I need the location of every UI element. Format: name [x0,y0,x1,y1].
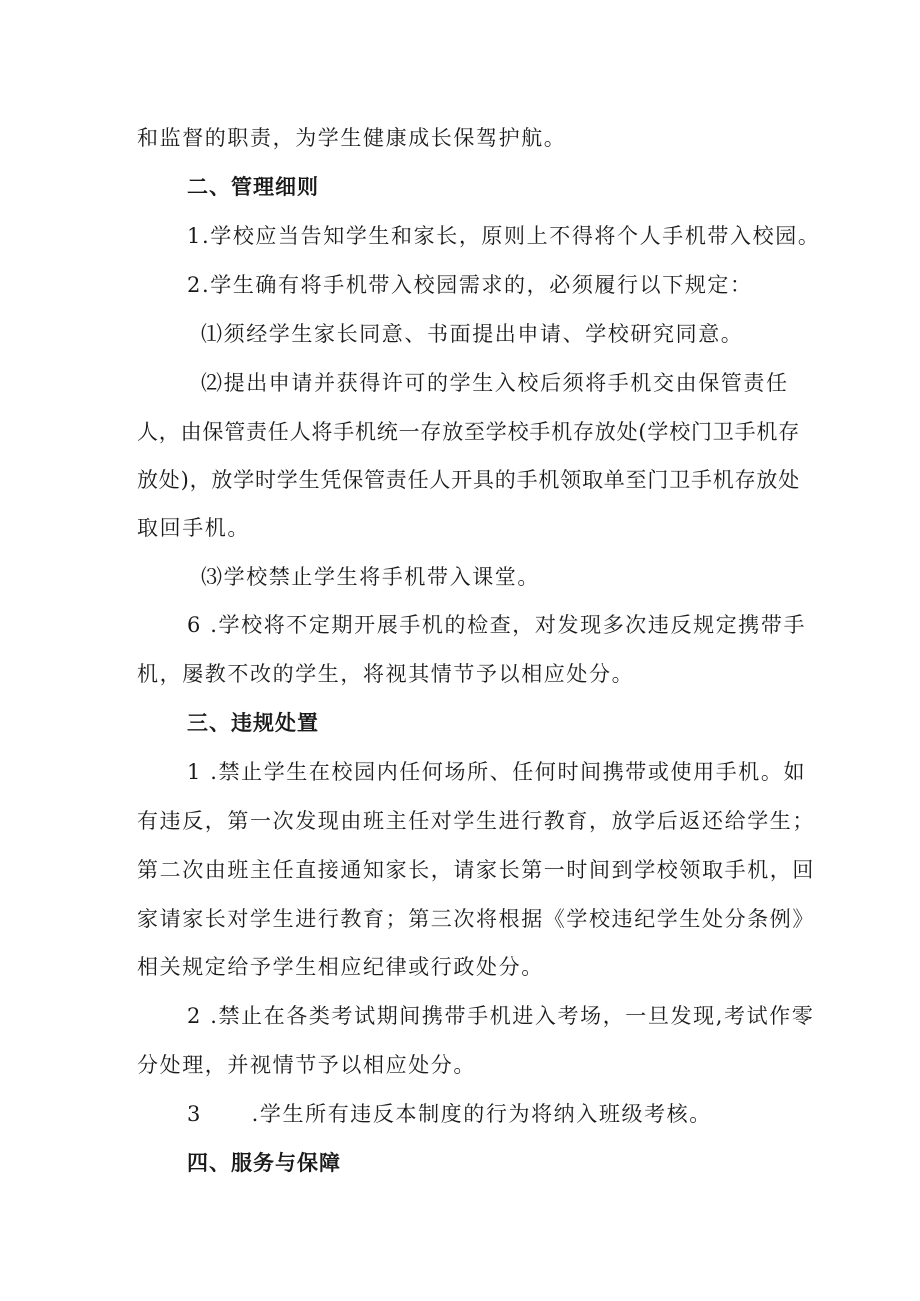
paragraph-line: ⑵提出申请并获得许可的学生入校后须将手机交由保管责任 [201,371,789,395]
paragraph-line: 1 .禁止学生在校园内任何场所、任何时间携带或使用手机。如 [187,760,807,784]
paragraph-line: 2 .禁止在各类考试期间携带手机进入考场，一旦发现,考试作零 [187,1004,815,1028]
paragraph-line: 家请家长对学生进行教育；第三次将根据《学校违纪学生处分条例》 [137,907,815,931]
paragraph-line: ⑶学校禁止学生将手机带入课堂。 [201,565,540,589]
paragraph-line: 机，屡教不改的学生，将视其情节予以相应处分。 [137,662,635,686]
paragraph-line: 1.学校应当告知学生和家长，原则上不得将个人手机带入校园。 [187,224,821,248]
section-heading-service: 四、服务与保障 [187,1151,341,1175]
section-heading-management: 二、管理细则 [187,175,319,199]
paragraph-line: 取回手机。 [137,516,250,540]
paragraph-line: 相关规定给予学生相应纪律或行政处分。 [137,955,544,979]
paragraph-line: 和监督的职责，为学生健康成长保驾护航。 [137,126,567,150]
paragraph-line: 第二次由班主任直接通知家长，请家长第一时间到学校领取手机，回 [137,858,815,882]
section-heading-violations: 三、违规处置 [187,711,319,735]
paragraph-line: 2.学生确有将手机带入校园需求的，必须履行以下规定： [187,273,753,297]
paragraph-line: 分处理，并视情节予以相应处分。 [137,1053,476,1077]
paragraph-line: ⑴须经学生家长同意、书面提出申请、学校研究同意。 [201,322,744,346]
paragraph-line: 人，由保管责任人将手机统一存放至学校手机存放处(学校门卫手机存 [137,420,800,444]
paragraph-line: 6 .学校将不定期开展手机的检查，对发现多次违反规定携带手 [187,613,807,637]
paragraph-line: 有违反，第一次发现由班主任对学生进行教育，放学后返还给学生； [137,809,815,833]
paragraph-line: 3 .学生所有违反本制度的行为将纳入班级考核。 [187,1102,712,1126]
paragraph-line: 放处)，放学时学生凭保管责任人开具的手机领取单至门卫手机存放处 [137,468,800,492]
